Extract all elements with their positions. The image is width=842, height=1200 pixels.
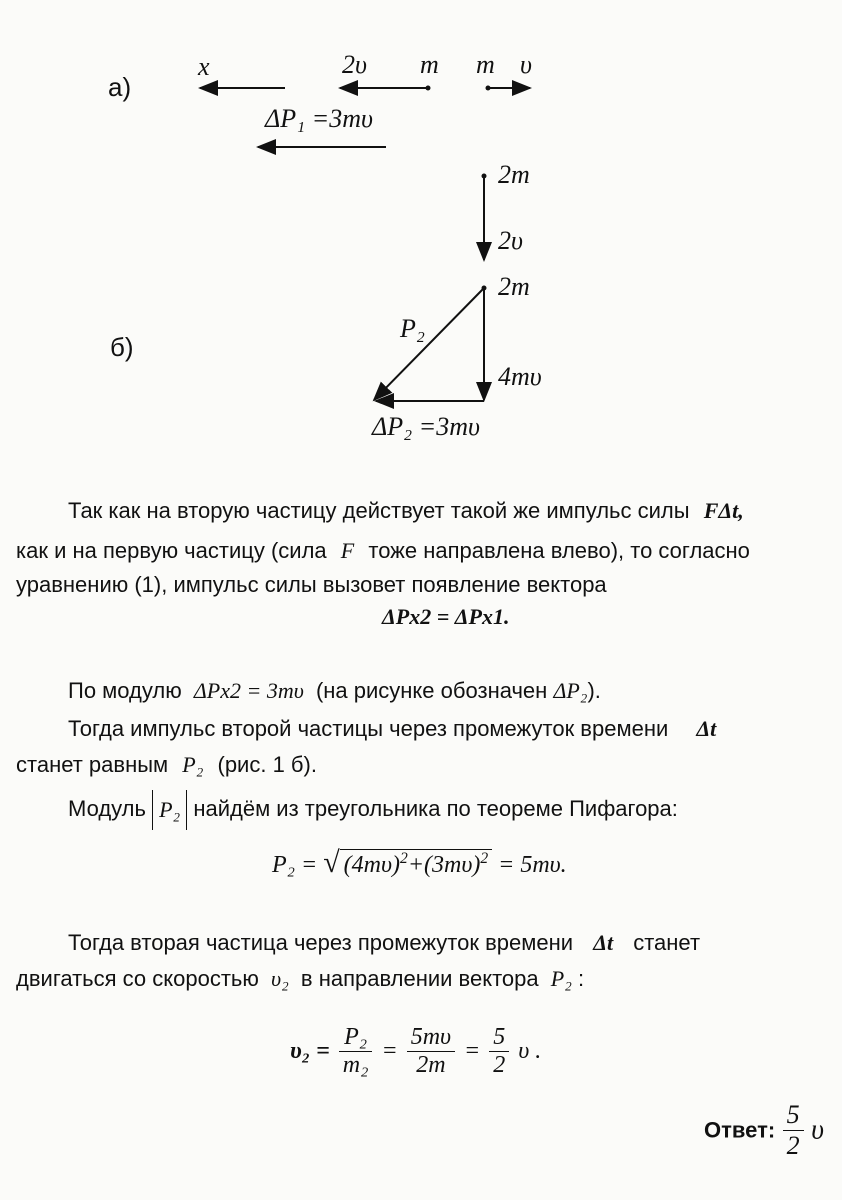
equation-3: υ₂ = $\frac{\text{P₂}}{\text{m₂}}$ = $\frac{5m\upsilon}{2m}$ = $\frac{5}{2}$ υ .	[290, 1024, 542, 1078]
answer-fraction: $\frac{5}{2}$	[783, 1100, 804, 1161]
mass-top-label: 2m	[498, 160, 530, 189]
second-line2: двигаться со скоростью υ₂ в направлении вектора P₂ :	[16, 966, 585, 991]
vector-p2-arrow	[374, 288, 484, 400]
v-label: υ	[520, 50, 532, 79]
equation-1: ΔPx2 = ΔPx1.	[382, 604, 510, 629]
answer: Ответ: $\frac{5}{2}$ υ	[704, 1100, 824, 1160]
answer-label: Ответ:	[704, 1117, 776, 1143]
para1-line2: как и на первую частицу (сила F тоже направлена влево), то согласно	[16, 538, 750, 563]
mass-left-label: m	[420, 50, 439, 79]
modulo-line: По модулю ΔPx2 = 3mυ (на рисунке обозначен ΔP₂).	[68, 678, 601, 703]
two-v-label: 2υ	[342, 50, 367, 79]
second-line1: Тогда вторая частица через промежуток времени Δt станет	[68, 930, 701, 955]
then-line1: Тогда импульс второй частицы через промежуток времени Δt	[68, 716, 717, 741]
figure-b-label: б)	[110, 332, 134, 362]
figure-a-label: а)	[108, 72, 132, 102]
delta-p2-label: ΔP₂ =3mυ	[372, 412, 480, 441]
modulus-line: Модуль P₂ найдём из треугольника по теореме Пифагора:	[68, 790, 678, 830]
then-line2: станет равным P₂ (рис. 1 б).	[16, 752, 317, 777]
velocity-label: 2υ	[498, 226, 523, 255]
delta-p1-label: ΔP₁ =3mυ	[265, 104, 373, 133]
equation-2: P₂ = √ $(4m\upsilon)^2+(3m\upsilon)^2 = 5m\upsilon$.	[272, 846, 567, 879]
x-axis-label: x	[198, 52, 210, 81]
para1-line1: Так как на вторую частицу действует такой же импульс силы FΔt,	[68, 498, 744, 523]
para1-line3: уравнению (1), импульс силы вызовет появление вектора	[16, 572, 607, 597]
mass-bottom-label: 2m	[498, 272, 530, 301]
four-mv-label: 4mυ	[498, 362, 542, 391]
p2-label: P₂	[400, 314, 425, 343]
mass-right-label: m	[476, 50, 495, 79]
